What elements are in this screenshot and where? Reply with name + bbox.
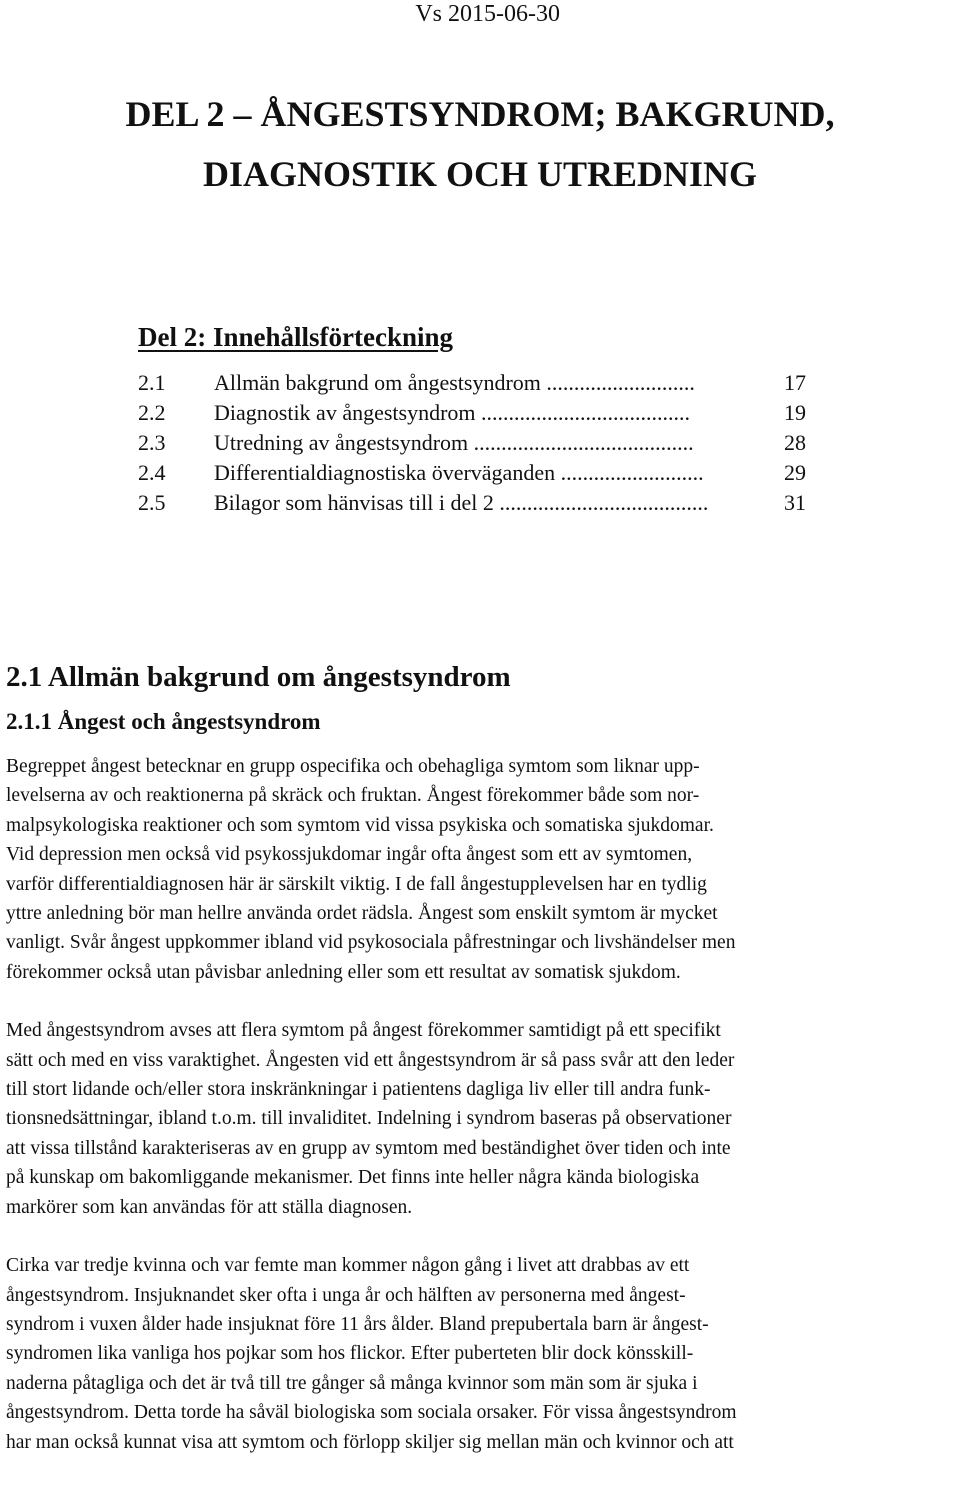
toc-item-number: 2.5 bbox=[138, 490, 166, 515]
text-line: Vid depression men också vid psykossjukdomar ingår ofta ångest som ett av symtomen, bbox=[6, 844, 693, 866]
text-line: levelserna av och reaktionerna på skräck och fruktan. Ångest förekommer både som nor- bbox=[6, 785, 700, 807]
subsection-heading: 2.1.1 Ångest och ångestsyndrom bbox=[6, 709, 321, 734]
toc-item-number: 2.2 bbox=[138, 400, 166, 425]
text-line: ångestsyndrom. Detta torde ha såväl biologiska som sociala orsaker. För vissa ångestsyndrom bbox=[6, 1402, 737, 1424]
text-line: varför differentialdiagnosen här är särskilt viktig. I de fall ångestupplevelsen har en tydlig bbox=[6, 873, 707, 895]
text-line: förekommer också utan påvisbar anledning eller som ett resultat av somatisk sjukdom. bbox=[6, 961, 681, 983]
text-line: tionsnedsättningar, ibland t.o.m. till invaliditet. Indelning i syndrom baseras på observationer bbox=[6, 1108, 732, 1130]
text-line: på kunskap om bakomliggande mekanismer. Det finns inte heller några kända biologiska bbox=[6, 1167, 700, 1189]
toc-heading: Del 2: Innehållsförteckning bbox=[138, 322, 454, 352]
text-line: vanligt. Svår ångest uppkommer ibland vid psykosociala påfrestningar och livshändelser men bbox=[6, 932, 736, 954]
section-heading: 2.1 Allmän bakgrund om ångestsyndrom bbox=[6, 661, 511, 693]
body-text bbox=[6, 752, 956, 1486]
toc-item-page: 17 bbox=[784, 370, 806, 395]
toc-item-title: Utredning av ångestsyndrom ........................................ bbox=[214, 430, 694, 455]
text-line: syndromen lika vanliga hos pojkar som hos flickor. Efter puberteten blir dock könsskill- bbox=[6, 1343, 694, 1365]
toc-item-number: 2.4 bbox=[138, 460, 166, 485]
text-line: sätt och med en viss varaktighet. Ångesten vid ett ångestsyndrom är så pass svår att den leder bbox=[6, 1049, 735, 1071]
paragraph bbox=[6, 1016, 956, 1222]
text-line: naderna påtagliga och det är två till tre gånger så många kvinnor som män som är sjuka i bbox=[6, 1372, 698, 1394]
text-line: att vissa tillstånd karakteriseras av en grupp av symtom med beständighet över tiden och inte bbox=[6, 1137, 731, 1159]
toc-item-page: 31 bbox=[784, 490, 806, 515]
toc-item-page: 29 bbox=[784, 460, 806, 485]
toc-item-title: Differentialdiagnostiska överväganden .......................... bbox=[214, 460, 704, 485]
toc-item[interactable] bbox=[138, 398, 858, 428]
toc-item[interactable] bbox=[138, 368, 858, 398]
toc-item-number: 2.3 bbox=[138, 430, 166, 455]
text-line: markörer som kan användas för att ställa diagnosen. bbox=[6, 1196, 413, 1218]
text-line: syndrom i vuxen ålder hade insjuknat före 11 års ålder. Bland prepubertala barn är ångest- bbox=[6, 1313, 709, 1335]
document-title bbox=[0, 84, 960, 204]
paragraph bbox=[6, 752, 956, 987]
toc-item-number: 2.1 bbox=[138, 370, 166, 395]
toc-item-title: Allmän bakgrund om ångestsyndrom ........................... bbox=[214, 370, 695, 395]
document-title-line-1: DEL 2 – ÅNGESTSYNDROM; BAKGRUND, bbox=[125, 94, 835, 134]
toc-item[interactable] bbox=[138, 488, 858, 518]
toc-item[interactable] bbox=[138, 428, 858, 458]
text-line: Cirka var tredje kvinna och var femte man kommer någon gång i livet att drabbas av ett bbox=[6, 1255, 690, 1277]
header-date: Vs 2015-06-30 bbox=[415, 1, 560, 27]
toc-item-page: 19 bbox=[784, 400, 806, 425]
document-title-line-2: DIAGNOSTIK OCH UTREDNING bbox=[202, 154, 758, 194]
toc-item-page: 28 bbox=[784, 430, 806, 455]
paragraph bbox=[6, 1251, 956, 1457]
text-line: ångestsyndrom. Insjuknandet sker ofta i unga år och hälften av personerna med ångest- bbox=[6, 1284, 686, 1306]
toc-item-title: Bilagor som hänvisas till i del 2 ...................................... bbox=[214, 490, 709, 515]
text-line: Med ångestsyndrom avses att flera symtom på ångest förekommer samtidigt på ett specifikt bbox=[6, 1020, 721, 1042]
text-line: yttre anledning bör man hellre använda ordet rädsla. Ångest som enskilt symtom är mycket bbox=[6, 903, 718, 925]
table-of-contents bbox=[138, 368, 858, 518]
text-line: Begreppet ångest betecknar en grupp ospecifika och obehagliga symtom som liknar upp- bbox=[6, 756, 700, 777]
toc-item-title: Diagnostik av ångestsyndrom ...................................... bbox=[214, 400, 691, 425]
text-line: har man också kunnat visa att symtom och förlopp skiljer sig mellan män och kvinnor och att bbox=[6, 1431, 734, 1453]
toc-item[interactable] bbox=[138, 458, 858, 488]
text-line: till stort lidande och/eller stora inskränkningar i patientens dagliga liv eller till andra funk- bbox=[6, 1079, 711, 1101]
text-line: malpsykologiska reaktioner och som symtom vid vissa psykiska och somatiska sjukdomar. bbox=[6, 814, 714, 836]
